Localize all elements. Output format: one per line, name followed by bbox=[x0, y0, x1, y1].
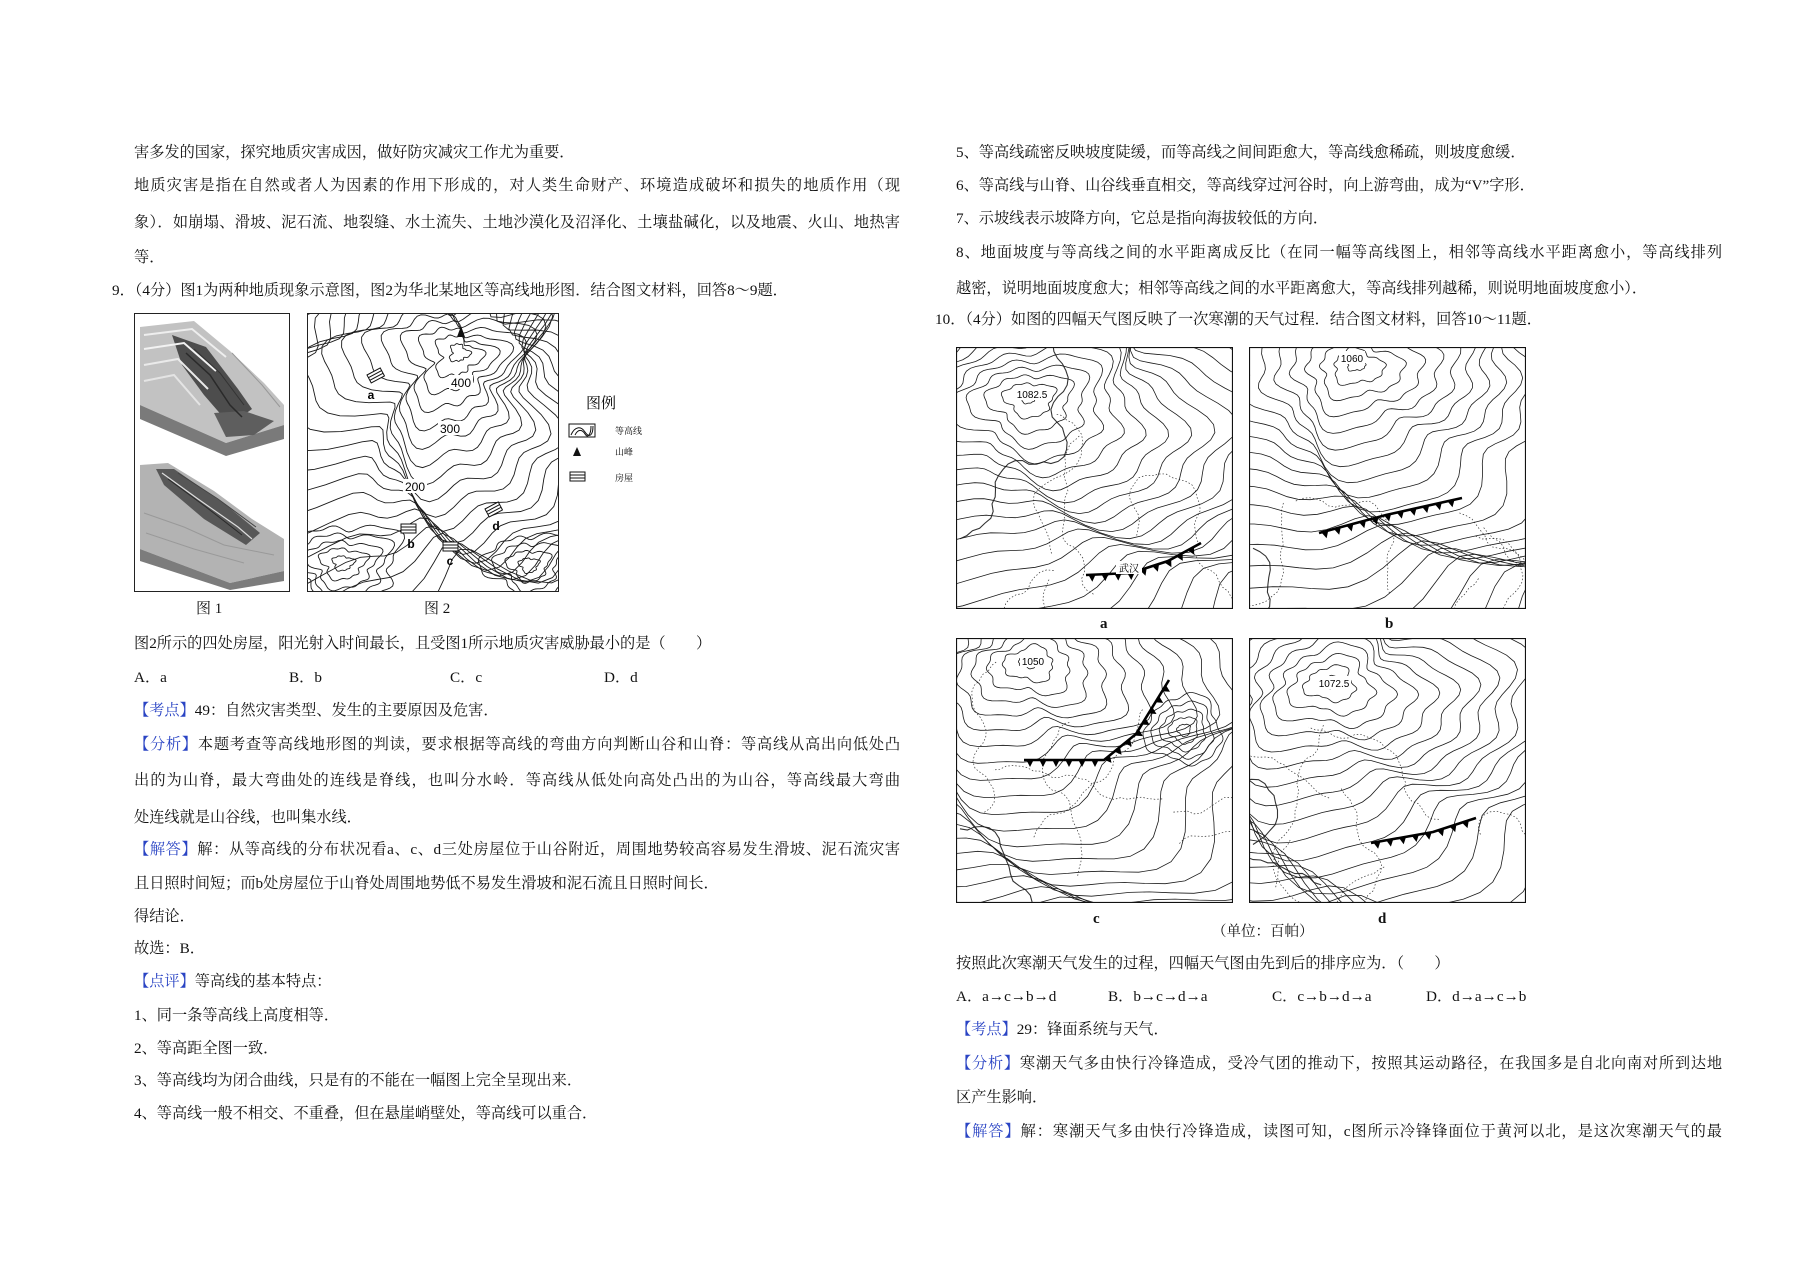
house-d-label: d bbox=[492, 519, 500, 533]
q10-fenxi-line-2: 区产生影响． bbox=[956, 1089, 1048, 1106]
q9-option-a: A．a bbox=[134, 669, 167, 686]
q10-option-a: A．a→c→b→d bbox=[956, 988, 1057, 1005]
question-10-stem: 10．（4分）如图的四幅天气图反映了一次寒潮的天气过程．结合图文材料，回答10～11题． bbox=[935, 311, 1542, 328]
q9-jieda-line-1 bbox=[134, 840, 900, 860]
weather-map-d bbox=[1249, 638, 1526, 903]
pressure-unit-label: （单位：百帕） bbox=[1212, 924, 1314, 940]
house-b-icon bbox=[401, 524, 416, 533]
kaodian-tag: 【考点】 bbox=[134, 702, 195, 719]
jieda-tag: 【解答】 bbox=[134, 841, 198, 858]
contour-point-1: 1、同一条等高线上高度相等． bbox=[134, 1007, 340, 1024]
contour-point-8-line-2: 越密，说明地面坡度愈大；相邻等高线之间的水平距离愈大，等高线排列越稀，则说明地面坡度愈小）． bbox=[956, 280, 1648, 297]
house-b-label: b bbox=[407, 537, 415, 551]
q10-kaodian bbox=[956, 1020, 1169, 1040]
figure-2-caption: 图 2 bbox=[424, 601, 451, 617]
q10-fenxi-line-1 bbox=[956, 1054, 1722, 1074]
q9-answer: 故选：B． bbox=[134, 940, 205, 957]
contour-point-3: 3、等高线均为闭合曲线，只是有的不能在一幅图上完全呈现出来． bbox=[134, 1072, 583, 1089]
legend-house-icon bbox=[570, 472, 585, 481]
high-pressure-value: 1082.5 bbox=[1016, 390, 1048, 401]
intro-line-2: 地质灾害是指在自然或者人为因素的作用下形成的，对人类生命财产、环境造成破坏和损失的地质作用（现 bbox=[134, 177, 900, 194]
question-9-text: 图2所示的四处房屋，阳光射入时间最长，且受图1所示地质灾害威胁最小的是（ ） bbox=[134, 635, 712, 652]
q9-option-d: D．d bbox=[604, 669, 638, 686]
dianping-text: 等高线的基本特点： bbox=[194, 973, 332, 990]
q9-option-c: C．c bbox=[450, 669, 483, 686]
legend-house-label: 房屋 bbox=[615, 473, 634, 483]
contour-point-8-line-1: 8、地面坡度与等高线之间的水平距离成反比（在同一幅等高线图上，相邻等高线水平距离愈小，等高线排列 bbox=[956, 244, 1722, 261]
q9-kaodian bbox=[134, 701, 499, 721]
fenxi-text: 寒潮天气多由快行冷锋造成，受冷气团的推动下，按照其运动路径，在我国多是自北向南对所到达地 bbox=[1019, 1055, 1723, 1072]
legend-title: 图例 bbox=[585, 395, 617, 412]
kaodian-text: 29：锋面系统与天气． bbox=[1016, 1021, 1169, 1038]
jieda-text: 解：从等高线的分布状况看a、c、d三处房屋位于山谷附近，周围地势较高容易发生滑坡、泥石流灾害 bbox=[197, 841, 901, 858]
figure-1-hazard-diagram bbox=[134, 313, 290, 592]
contour-point-5: 5、等高线疏密反映坡度陡缓，而等高线之间间距愈大，等高线愈稀疏，则坡度愈缓． bbox=[956, 144, 1526, 161]
legend-peak-label: 山峰 bbox=[615, 447, 634, 457]
contour-label-400: 400 bbox=[450, 376, 472, 390]
weather-map-a-label: a bbox=[1100, 616, 1108, 632]
contour-point-7: 7、示坡线表示坡降方向，它总是指向海拔较低的方向． bbox=[956, 210, 1329, 227]
q10-option-c: C．c→b→d→a bbox=[1272, 988, 1372, 1005]
intro-line-3: 象）．如崩塌、滑坡、泥石流、地裂缝、水土流失、土地沙漠化及沼泽化、土壤盐碱化，以及地震、火山、地热害 bbox=[134, 214, 900, 231]
dianping-tag: 【点评】 bbox=[134, 973, 195, 990]
house-c-label: c bbox=[446, 554, 454, 568]
contour-label-200: 200 bbox=[404, 480, 426, 494]
q9-fenxi-line-1 bbox=[134, 735, 900, 755]
q9-fenxi-line-2: 出的为山脊，最大弯曲处的连线是脊线，也叫分水岭．等高线从低处向高处凸出的为山谷，等高线最大弯曲 bbox=[134, 772, 900, 789]
kaodian-tag: 【考点】 bbox=[956, 1021, 1017, 1038]
weather-map-c-label: c bbox=[1093, 911, 1100, 927]
figure-2-contour-map bbox=[307, 313, 559, 592]
contour-point-6: 6、等高线与山脊、山谷线垂直相交，等高线穿过河谷时，向上游弯曲，成为“V”字形． bbox=[956, 177, 1535, 194]
weather-map-d-label: d bbox=[1378, 911, 1387, 927]
fenxi-tag: 【分析】 bbox=[956, 1055, 1020, 1072]
kaodian-text: 49：自然灾害类型、发生的主要原因及危害． bbox=[194, 702, 499, 719]
high-pressure-value: 1060 bbox=[1340, 354, 1364, 365]
q10-option-d: D．d→a→c→b bbox=[1426, 988, 1527, 1005]
jieda-tag: 【解答】 bbox=[956, 1123, 1021, 1140]
house-c-icon bbox=[443, 542, 458, 551]
weather-map-b-label: b bbox=[1385, 616, 1394, 632]
q9-conclusion: 得结论． bbox=[134, 908, 195, 925]
question-10-text: 按照此次寒潮天气发生的过程，四幅天气图由先到后的排序应为．（ ） bbox=[956, 955, 1450, 972]
figure-1-caption: 图 1 bbox=[196, 601, 223, 617]
q10-option-b: B．b→c→d→a bbox=[1108, 988, 1208, 1005]
intro-line-4: 等． bbox=[134, 249, 165, 266]
fenxi-text: 本题考查等高线地形图的判读，要求根据等高线的弯曲方向判断山谷和山脊：等高线从高出向低处凸 bbox=[197, 736, 901, 753]
fenxi-tag: 【分析】 bbox=[134, 736, 198, 753]
contour-label-300: 300 bbox=[439, 422, 461, 436]
q9-jieda-line-2: 且日照时间短；而b处房屋位于山脊处周围地势低不易发生滑坡和泥石流且日照时间长． bbox=[134, 875, 719, 892]
high-pressure-value: 1050 bbox=[1021, 657, 1045, 668]
legend-contour-label: 等高线 bbox=[615, 426, 643, 436]
weather-map-b bbox=[1249, 347, 1526, 609]
q9-option-b: B．b bbox=[289, 669, 322, 686]
intro-line-1: 害多发的国家，探究地质灾害成因，做好防灾减灾工作尤为重要． bbox=[134, 144, 575, 161]
legend-contour-icon bbox=[569, 424, 595, 437]
q9-fenxi-line-3: 处连线就是山谷线，也叫集水线． bbox=[134, 809, 362, 826]
q9-dianping bbox=[134, 972, 331, 992]
city-label: 武汉 bbox=[1119, 564, 1139, 575]
question-9-stem: 9．（4分）图1为两种地质现象示意图，图2为华北某地区等高线地形图．结合图文材料，回答8～9题． bbox=[112, 282, 788, 299]
jieda-text: 解：寒潮天气多由快行冷锋造成，读图可知，c图所示冷锋锋面位于黄河以北，是这次寒潮天气的最 bbox=[1020, 1123, 1722, 1140]
house-a-label: a bbox=[367, 388, 375, 402]
high-pressure-value: 1072.5 bbox=[1318, 679, 1350, 690]
legend-peak-icon bbox=[573, 447, 581, 456]
contour-point-4: 4、等高线一般不相交、不重叠，但在悬崖峭壁处，等高线可以重合． bbox=[134, 1105, 598, 1122]
contour-point-2: 2、等高距全图一致． bbox=[134, 1040, 279, 1057]
map-legend bbox=[565, 392, 657, 486]
weather-map-a bbox=[956, 347, 1233, 609]
weather-map-c bbox=[956, 638, 1233, 903]
q10-jieda-line-1 bbox=[956, 1122, 1722, 1142]
